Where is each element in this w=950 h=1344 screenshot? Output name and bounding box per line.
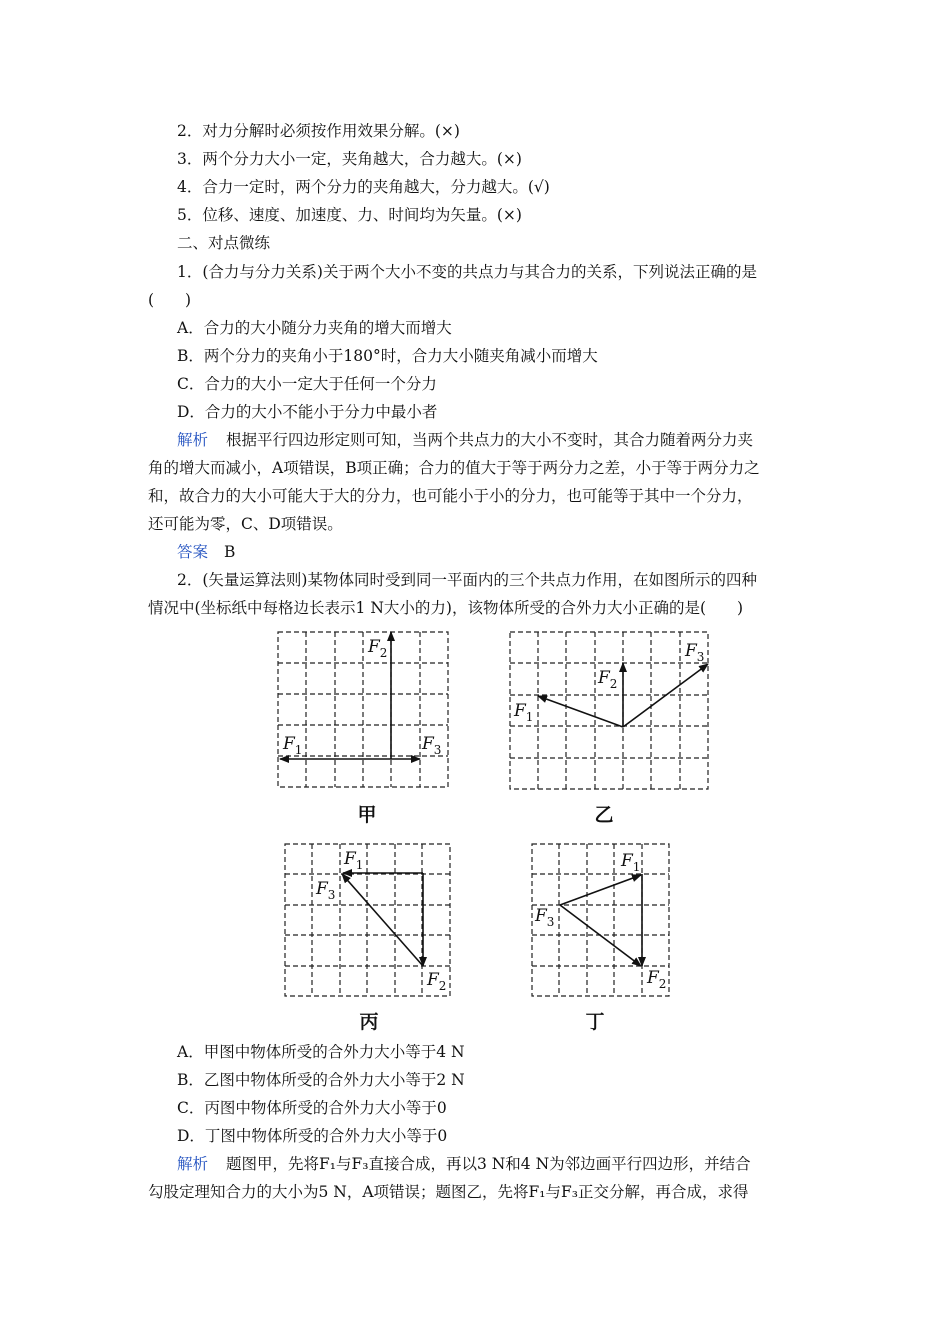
bing-f1-label: $F_1$ — [344, 849, 364, 872]
ding-f2-label: $F_2$ — [647, 968, 667, 991]
ding-f3-arrow — [560, 875, 641, 905]
statement-5: 5．位移、速度、加速度、力、时间均为矢量。(×) — [177, 206, 522, 224]
yi-f1-arrow — [538, 696, 623, 727]
q1-analysis-line3: 和，故合力的大小可能大于大的分力，也可能小于小的分力，也可能等于其中一个分力， — [148, 487, 753, 505]
ding-f3-label: $F_3$ — [535, 906, 555, 929]
q1-answer-value: B — [224, 543, 236, 561]
jia-f1-label: $F_1$ — [283, 734, 303, 757]
q2-option-a: A．甲图中物体所受的合外力大小等于4 N — [177, 1043, 465, 1061]
q1-option-c: C．合力的大小一定大于任何一个分力 — [177, 375, 437, 393]
jia-grid — [278, 632, 448, 787]
q2-analysis-line2: 勾股定理知合力的大小为5 N，A项错误；题图乙，先将F₁与F₃正交分解，再合成，求得 — [148, 1183, 749, 1201]
q2-stem-cont: 情况中(坐标纸中每格边长表示1 N大小的力)，该物体所受的合外力大小正确的是( ) — [148, 599, 744, 617]
q1-option-a: A．合力的大小随分力夹角的增大而增大 — [177, 319, 452, 337]
q2-analysis-label: 解析 — [177, 1155, 209, 1173]
statement-2: 2．对力分解时必须按作用效果分解。(×) — [177, 122, 460, 140]
statement-4: 4．合力一定时，两个分力的夹角越大，分力越大。(√) — [177, 178, 550, 196]
q1-stem: 1．(合力与分力关系)关于两个大小不变的共点力与其合力的关系，下列说法正确的是 — [177, 263, 757, 281]
q1-answer-label: 答案 — [177, 543, 209, 561]
figure-jia-caption: 甲 — [357, 804, 377, 826]
statement-3: 3．两个分力大小一定，夹角越大，合力越大。(×) — [177, 150, 522, 168]
q1-analysis-line1: 根据平行四边形定则可知，当两个共点力的大小不变时，其合力随着两分力夹 — [226, 431, 754, 449]
q1-option-d: D．合力的大小不能小于分力中最小者 — [177, 403, 438, 421]
q2-analysis-first — [177, 1154, 751, 1174]
figure-jia — [270, 625, 460, 795]
q2-option-b: B．乙图中物体所受的合外力大小等于2 N — [177, 1071, 465, 1089]
q1-stem-paren: ( ) — [148, 291, 192, 309]
yi-f2-label: $F_2$ — [598, 668, 618, 691]
q1-analysis-line2: 角的增大而减小，A项错误，B项正确；合力的值大于等于两分力之差，小于等于两分力之 — [148, 459, 760, 477]
section-title: 二、对点微练 — [177, 234, 271, 252]
yi-f1-label: $F_1$ — [514, 701, 534, 724]
q2-option-d: D．丁图中物体所受的合外力大小等于0 — [177, 1127, 448, 1145]
figure-yi-caption: 乙 — [594, 804, 614, 826]
figure-yi — [500, 625, 720, 795]
bing-grid — [285, 844, 450, 996]
q2-analysis-line1: 题图甲，先将F₁与F₃直接合成，再以3 N和4 N为邻边画平行四边形，并结合 — [226, 1155, 751, 1173]
q1-analysis-label: 解析 — [177, 431, 209, 449]
figure-ding — [527, 838, 677, 1003]
yi-f3-label: $F_3$ — [685, 641, 705, 664]
bing-f3-arrow — [342, 874, 423, 966]
q2-option-c: C．丙图中物体所受的合外力大小等于0 — [177, 1099, 447, 1117]
jia-f3-label: $F_3$ — [422, 734, 442, 757]
q1-option-b: B．两个分力的夹角小于180°时，合力大小随夹角减小而增大 — [177, 347, 598, 365]
q2-stem: 2．(矢量运算法则)某物体同时受到同一平面内的三个共点力作用，在如图所示的四种 — [177, 571, 757, 589]
bing-f3-label: $F_3$ — [316, 879, 336, 902]
q1-analysis-line4: 还可能为零，C、D项错误。 — [148, 515, 343, 533]
q1-answer-row — [177, 542, 235, 562]
jia-f2-label: $F_2$ — [368, 637, 388, 660]
figure-bing-caption: 丙 — [359, 1011, 379, 1033]
q1-analysis-first — [177, 430, 753, 450]
figure-ding-caption: 丁 — [585, 1011, 605, 1033]
yi-grid — [510, 632, 708, 789]
figure-bing — [280, 838, 460, 1003]
bing-f2-label: $F_2$ — [427, 970, 447, 993]
ding-f1-label: $F_1$ — [621, 851, 641, 874]
